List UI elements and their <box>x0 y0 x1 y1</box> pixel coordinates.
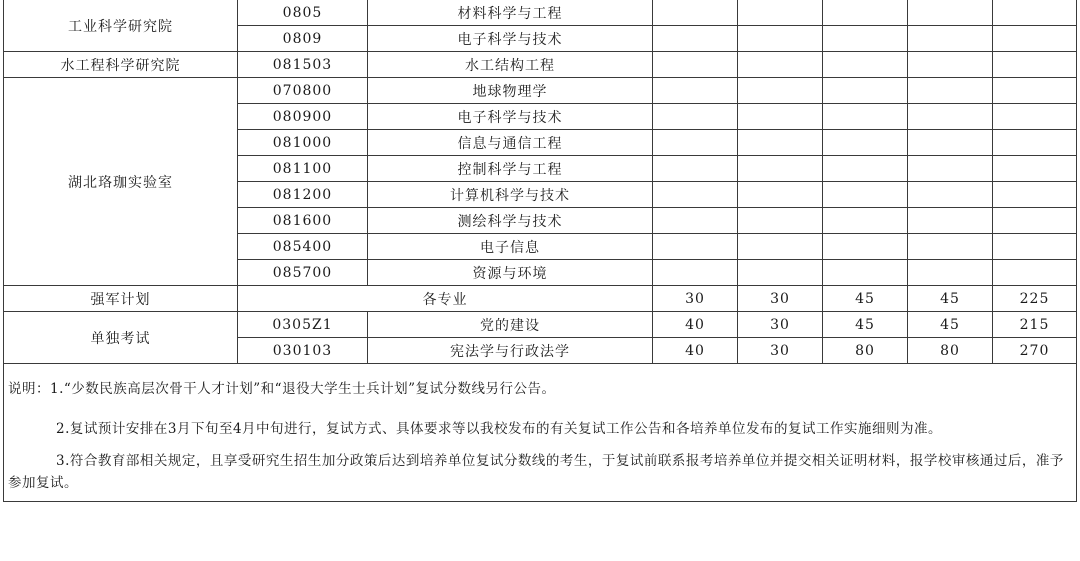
score-cell <box>653 26 738 52</box>
code-cell: 070800 <box>238 78 368 104</box>
table-row <box>4 78 1077 104</box>
major-cell: 材料科学与工程 <box>368 0 653 26</box>
major-cell: 电子信息 <box>368 234 653 260</box>
unit-cell: 单独考试 <box>4 312 238 364</box>
code-cell: 030103 <box>238 338 368 364</box>
major-cell: 水工结构工程 <box>368 52 653 78</box>
score-cell: 80 <box>823 338 908 364</box>
score-cell: 40 <box>653 338 738 364</box>
score-cell <box>823 78 908 104</box>
score-cell <box>738 0 823 26</box>
total-cell <box>993 104 1077 130</box>
score-cell <box>823 104 908 130</box>
major-cell: 各专业 <box>238 286 653 312</box>
score-cell <box>738 104 823 130</box>
score-cell <box>908 104 993 130</box>
score-cell: 30 <box>738 338 823 364</box>
total-cell <box>993 78 1077 104</box>
score-cell: 30 <box>738 286 823 312</box>
score-cell <box>738 130 823 156</box>
note-1: 说明：1.“少数民族高层次骨干人才计划”和“退役大学生士兵计划”复试分数线另行公告。 <box>8 381 556 397</box>
score-cell <box>653 208 738 234</box>
score-cell <box>653 0 738 26</box>
score-cell <box>653 260 738 286</box>
total-cell: 225 <box>993 286 1077 312</box>
score-cell <box>908 130 993 156</box>
total-cell: 215 <box>993 312 1077 338</box>
score-cell <box>823 208 908 234</box>
table-row <box>4 0 1077 26</box>
unit-cell: 强军计划 <box>4 286 238 312</box>
score-cell <box>653 130 738 156</box>
score-cell <box>653 182 738 208</box>
score-cell <box>823 130 908 156</box>
score-cell <box>908 156 993 182</box>
table-row <box>4 312 1077 338</box>
score-cell <box>908 0 993 26</box>
score-cell <box>908 234 993 260</box>
code-cell: 0809 <box>238 26 368 52</box>
total-cell <box>993 234 1077 260</box>
total-cell <box>993 0 1077 26</box>
score-cell <box>823 234 908 260</box>
score-cell: 45 <box>908 312 993 338</box>
score-cell <box>738 26 823 52</box>
code-cell: 085400 <box>238 234 368 260</box>
code-cell: 081503 <box>238 52 368 78</box>
score-cell <box>738 234 823 260</box>
score-cell <box>823 182 908 208</box>
score-cell <box>823 0 908 26</box>
score-cell: 30 <box>653 286 738 312</box>
score-cell: 80 <box>908 338 993 364</box>
notes-row <box>4 364 1077 502</box>
score-cell <box>738 182 823 208</box>
note-2: 2.复试预计安排在3月下旬至4月中旬进行，复试方式、具体要求等以我校发布的有关复试工作公告和各培养单位发布的复试工作实施细则为准。 <box>56 421 943 437</box>
score-cell: 30 <box>738 312 823 338</box>
code-cell: 081100 <box>238 156 368 182</box>
major-cell: 电子科学与技术 <box>368 26 653 52</box>
score-cell: 45 <box>823 286 908 312</box>
major-cell: 地球物理学 <box>368 78 653 104</box>
score-cell <box>738 208 823 234</box>
notes-cell <box>4 364 1077 502</box>
code-cell: 080900 <box>238 104 368 130</box>
total-cell <box>993 182 1077 208</box>
code-cell: 0805 <box>238 0 368 26</box>
major-cell: 信息与通信工程 <box>368 130 653 156</box>
major-cell: 计算机科学与技术 <box>368 182 653 208</box>
score-cell: 40 <box>653 312 738 338</box>
score-cell <box>823 156 908 182</box>
score-cell <box>823 260 908 286</box>
major-cell: 控制科学与工程 <box>368 156 653 182</box>
table-row <box>4 52 1077 78</box>
score-cell: 45 <box>908 286 993 312</box>
score-cell <box>738 156 823 182</box>
code-cell: 085700 <box>238 260 368 286</box>
total-cell <box>993 52 1077 78</box>
score-cell <box>908 26 993 52</box>
score-cell <box>823 26 908 52</box>
score-cell <box>738 52 823 78</box>
major-cell: 电子科学与技术 <box>368 104 653 130</box>
score-cell <box>908 260 993 286</box>
score-cell <box>908 52 993 78</box>
score-cell <box>908 208 993 234</box>
score-cell <box>908 182 993 208</box>
total-cell <box>993 260 1077 286</box>
code-cell: 081600 <box>238 208 368 234</box>
total-cell <box>993 156 1077 182</box>
score-cell <box>653 78 738 104</box>
unit-cell: 工业科学研究院 <box>4 0 238 52</box>
table-row <box>4 286 1077 312</box>
code-cell: 081200 <box>238 182 368 208</box>
score-cell <box>738 260 823 286</box>
code-cell: 081000 <box>238 130 368 156</box>
unit-cell: 水工程科学研究院 <box>4 52 238 78</box>
major-cell: 资源与环境 <box>368 260 653 286</box>
code-cell: 0305Z1 <box>238 312 368 338</box>
score-cell <box>823 52 908 78</box>
total-cell <box>993 208 1077 234</box>
total-cell <box>993 130 1077 156</box>
unit-cell: 湖北珞珈实验室 <box>4 78 238 286</box>
score-line-table <box>3 0 1077 502</box>
score-cell <box>738 78 823 104</box>
score-cell <box>908 78 993 104</box>
score-cell: 45 <box>823 312 908 338</box>
major-cell: 宪法学与行政法学 <box>368 338 653 364</box>
score-cell <box>653 234 738 260</box>
total-cell: 270 <box>993 338 1077 364</box>
total-cell <box>993 26 1077 52</box>
score-cell <box>653 52 738 78</box>
major-cell: 测绘科学与技术 <box>368 208 653 234</box>
score-cell <box>653 104 738 130</box>
major-cell: 党的建设 <box>368 312 653 338</box>
note-3: 3.符合教育部相关规定，且享受研究生招生加分政策后达到培养单位复试分数线的考生，于复试前联系报考培养单位并提交相关证明材料，报学校审核通过后，准予参加复试。 <box>8 453 1064 491</box>
score-cell <box>653 156 738 182</box>
